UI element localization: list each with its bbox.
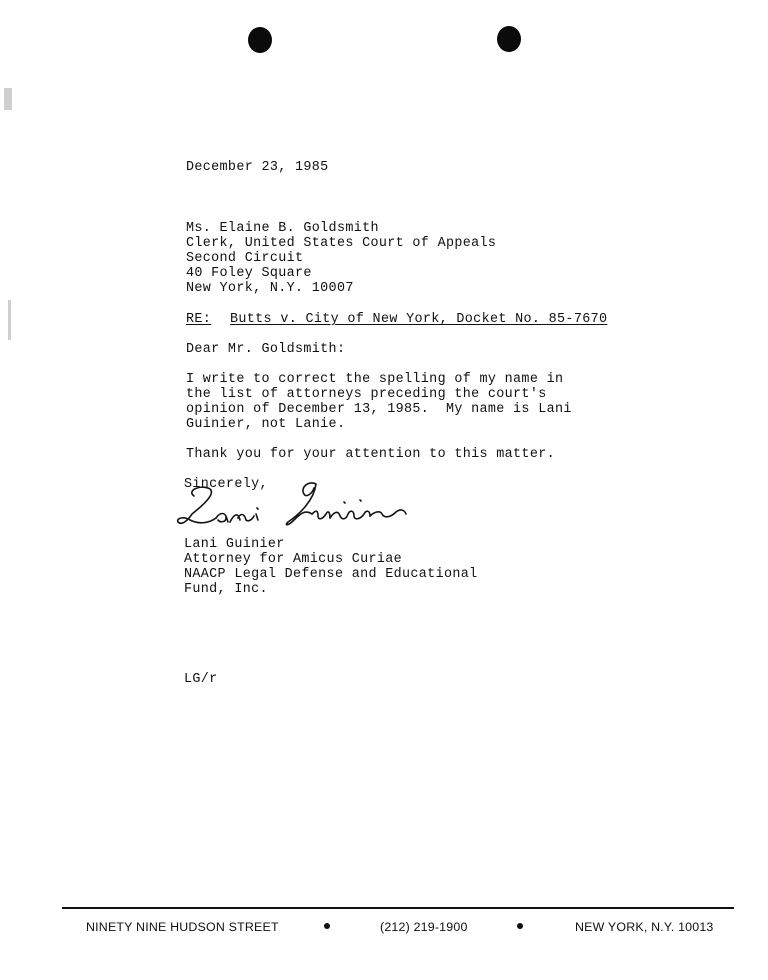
thanks-line: Thank you for your attention to this matter. (186, 447, 555, 462)
signer-title: Attorney for Amicus Curiae (184, 552, 403, 567)
footer-bullet (517, 923, 523, 929)
footer-divider (62, 907, 734, 909)
signer-org-2: Fund, Inc. (184, 582, 268, 597)
punch-hole-right (497, 26, 521, 52)
body-line-2: the list of attorneys preceding the court's (186, 387, 547, 402)
footer-city: NEW YORK, N.Y. 10013 (575, 920, 714, 934)
recipient-line-3: Second Circuit (186, 251, 304, 266)
footer-bullet (324, 923, 330, 929)
footer-phone: (212) 219-1900 (380, 920, 468, 934)
signer-org: NAACP Legal Defense and Educational (184, 567, 478, 582)
body-line-4: Guinier, not Lanie. (186, 417, 346, 432)
footer-street: NINETY NINE HUDSON STREET (86, 920, 279, 934)
re-subject: Butts v. City of New York, Docket No. 85-7670 (230, 312, 608, 327)
closing: Sincerely, (184, 477, 268, 492)
scan-margin-mark (4, 88, 12, 110)
handwritten-signature (176, 476, 416, 534)
recipient-name: Ms. Elaine B. Goldsmith (186, 221, 379, 236)
signer-name: Lani Guinier (184, 537, 285, 552)
letter-date: December 23, 1985 (186, 160, 329, 175)
re-label: RE: (186, 312, 212, 327)
scan-margin-mark (8, 300, 11, 340)
body-line-3: opinion of December 13, 1985. My name is Lani (186, 402, 572, 417)
body-line-1: I write to correct the spelling of my name in (186, 372, 564, 387)
salutation: Dear Mr. Goldsmith: (186, 342, 346, 357)
recipient-line-5: New York, N.Y. 10007 (186, 281, 354, 296)
recipient-line-4: 40 Foley Square (186, 266, 312, 281)
recipient-line-2: Clerk, United States Court of Appeals (186, 236, 497, 251)
punch-hole-left (248, 27, 272, 53)
typist-initials: LG/r (184, 672, 218, 687)
